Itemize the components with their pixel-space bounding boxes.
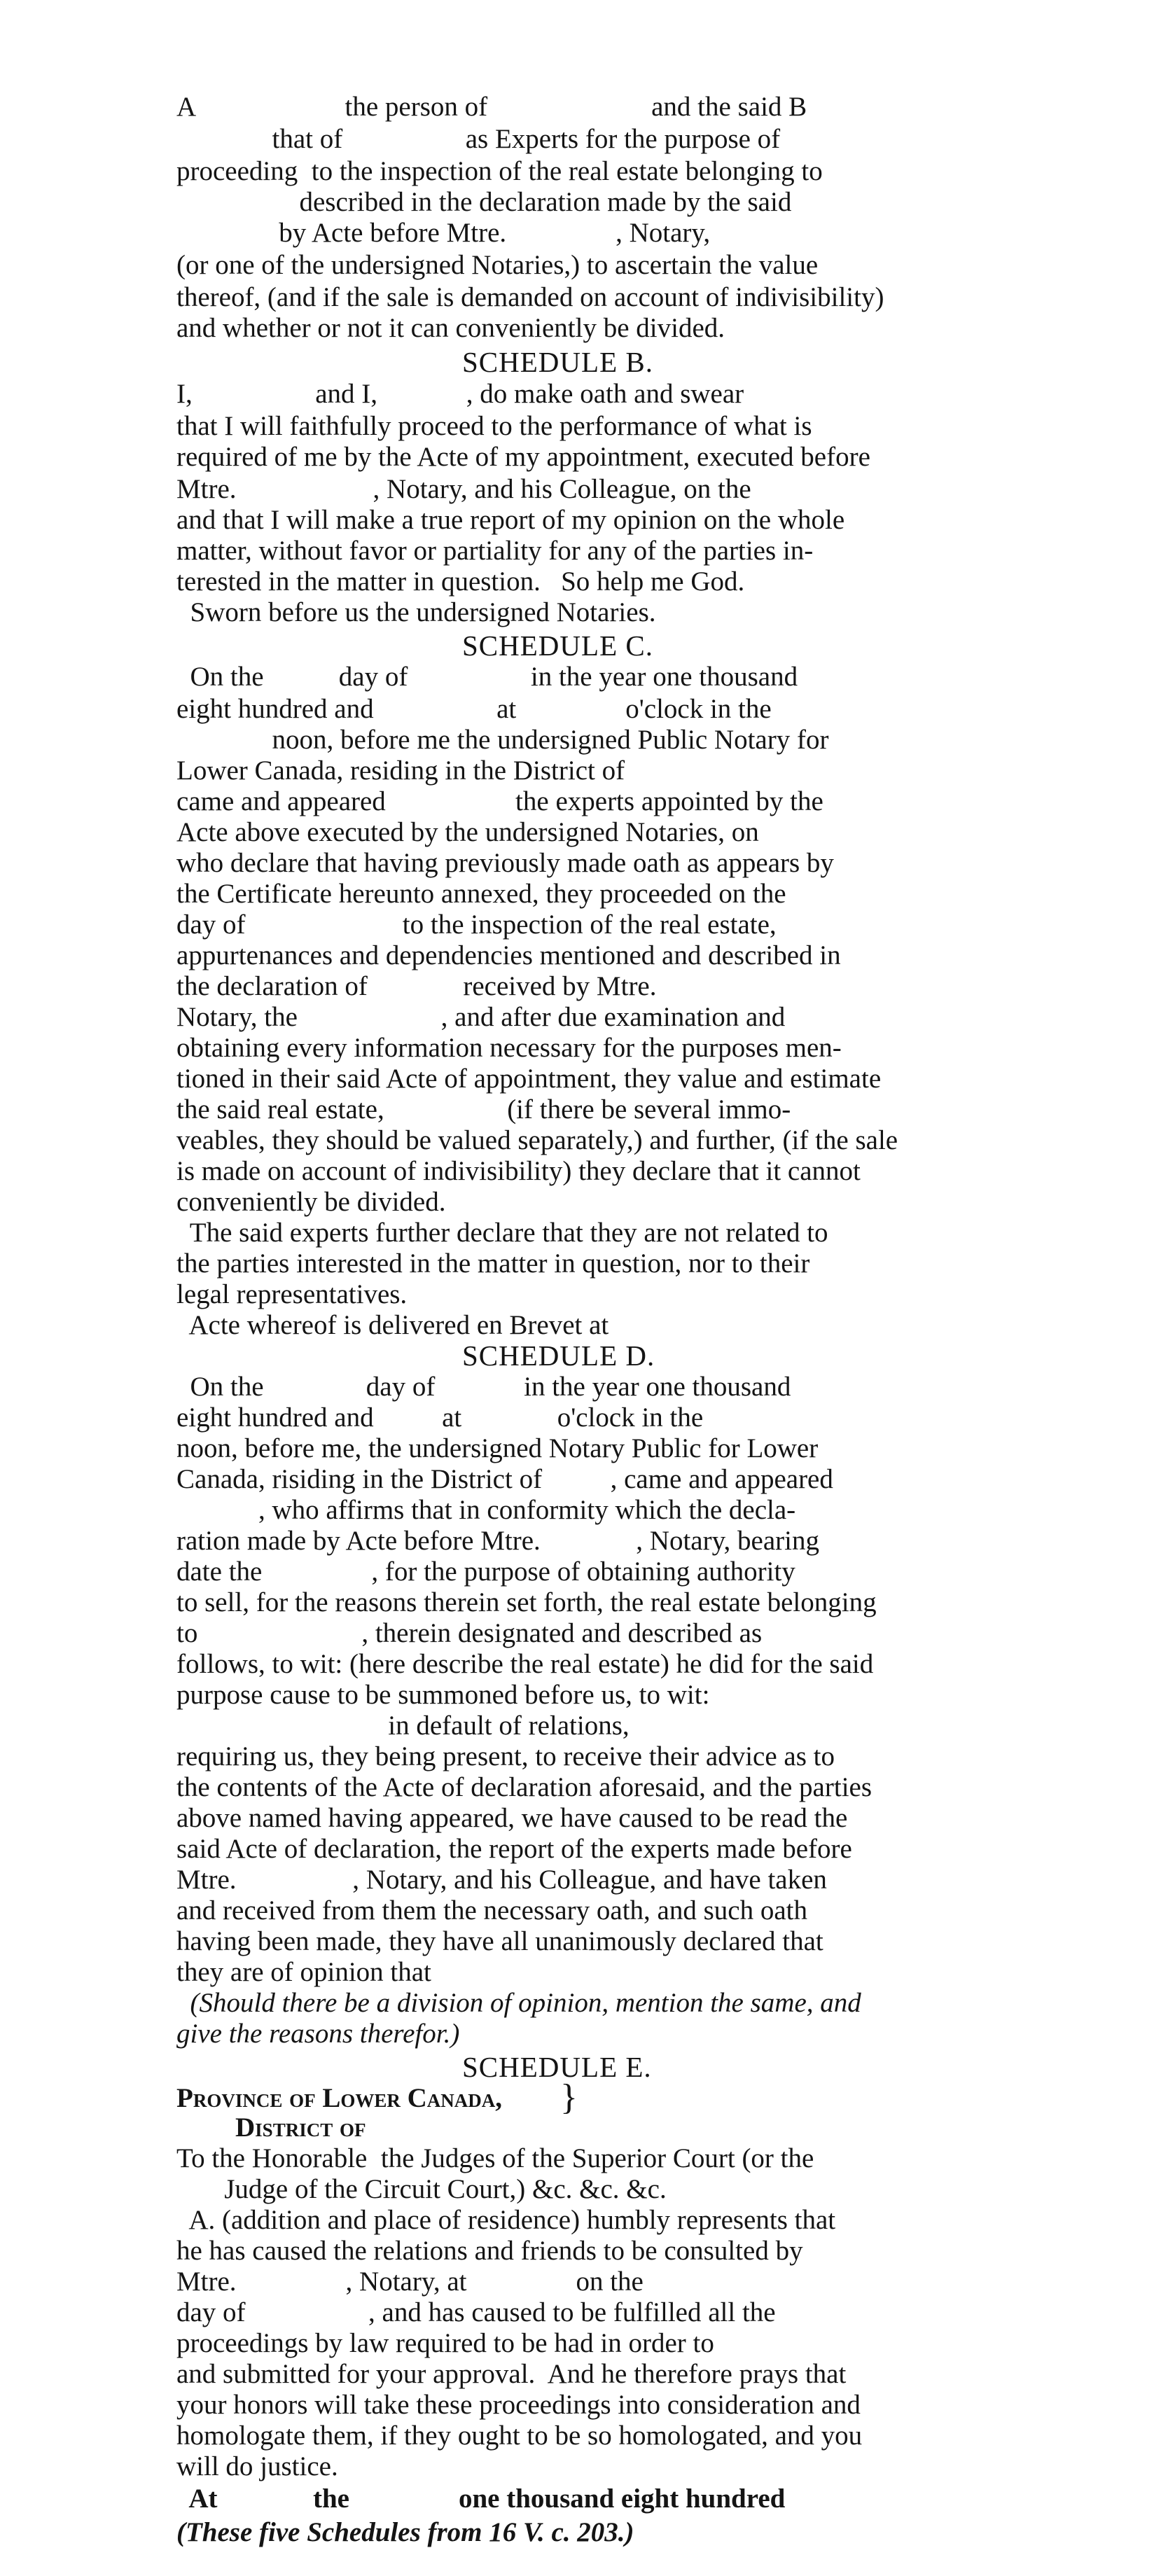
text-line: noon, before me the undersigned Public Notary for [176, 725, 829, 755]
text-line: day of to the inspection of the real estate, [176, 910, 777, 940]
citation-line: (These five Schedules from 16 V. c. 203.) [176, 2517, 634, 2547]
text-line: (or one of the undersigned Notaries,) to ascertain the value [176, 250, 819, 280]
text-line: Notary, the , and after due examination and [176, 1002, 786, 1032]
text-line: requiring us, they being present, to receive their advice as to [176, 1741, 835, 1771]
text-line: Canada, risiding in the District of , came and appeared [176, 1464, 833, 1494]
text-line: homologate them, if they ought to be so homologated, and you [176, 2421, 863, 2451]
text-line: tioned in their said Acte of appointment, they value and estimate [176, 1064, 882, 1094]
text-line: To the Honorable the Judges of the Superior Court (or the [176, 2143, 814, 2173]
text-line: the said real estate, (if there be several immo- [176, 1094, 791, 1125]
text-line: is made on account of indivisibility) they declare that it cannot [176, 1156, 861, 1186]
text-line: The said experts further declare that they are not related to [176, 1218, 828, 1248]
text-line: At the one thousand eight hundred [176, 2484, 786, 2514]
text-line: terested in the matter in question. So help me God. [176, 566, 745, 597]
text-line: appurtenances and dependencies mentioned and described in [176, 940, 841, 970]
text-line: eight hundred and at o'clock in the [176, 694, 772, 724]
text-line: the parties interested in the matter in question, nor to their [176, 1248, 810, 1279]
text-line: he has caused the relations and friends to be consulted by [176, 2236, 803, 2266]
text-line: proceedings by law required to be had in order to [176, 2328, 714, 2358]
text-line: and submitted for your approval. And he therefore prays that [176, 2359, 847, 2389]
text-line: follows, to wit: (here describe the real estate) he did for the said [176, 1649, 874, 1679]
text-line: the Certificate hereunto annexed, they proceeded on the [176, 879, 786, 909]
text-line: On the day of in the year one thousand [176, 1372, 791, 1402]
text-line: described in the declaration made by the said [176, 187, 792, 217]
text-line: will do justice. [176, 2451, 338, 2481]
text-line: who declare that having previously made oath as appears by [176, 848, 834, 878]
text-line: your honors will take these proceedings into consideration and [176, 2390, 861, 2420]
text-line: (Should there be a division of opinion, mention the same, and [176, 1988, 861, 2018]
text-line: legal representatives. [176, 1279, 408, 1309]
text-line: above named having appeared, we have caused to be read the [176, 1803, 848, 1833]
text-line: eight hundred and at o'clock in the [176, 1402, 704, 1433]
text-line: to , therein designated and described as [176, 1618, 763, 1648]
text-line: and received from them the necessary oath, and such oath [176, 1895, 807, 1926]
text-line: date the , for the purpose of obtaining authority [176, 1557, 795, 1587]
district-caption: District of [235, 2112, 366, 2143]
text-line: by Acte before Mtre. , Notary, [176, 218, 711, 248]
text-line: that of as Experts for the purpose of [176, 124, 781, 154]
text-line: day of , and has caused to be fulfilled all the [176, 2297, 776, 2327]
text-line: obtaining every information necessary for the purposes men- [176, 1033, 842, 1063]
text-line: that I will faithfully proceed to the performance of what is [176, 411, 812, 441]
text-line: and whether or not it can conveniently be divided. [176, 313, 725, 343]
text-line: Mtre. , Notary, and his Colleague, and have taken [176, 1865, 827, 1895]
schedule-b-heading: SCHEDULE B. [462, 346, 653, 378]
text-line: thereof, (and if the sale is demanded on account of indivisibility) [176, 282, 884, 312]
schedule-e-heading: SCHEDULE E. [462, 2051, 652, 2083]
text-line: matter, without favor or partiality for any of the parties in- [176, 536, 814, 566]
text-line: give the reasons therefor.) [176, 2019, 460, 2049]
text-line: to sell, for the reasons therein set forth, the real estate belonging [176, 1587, 877, 1617]
text-line: came and appeared the experts appointed by the [176, 786, 823, 816]
text-line: Judge of the Circuit Court,) &c. &c. &c. [176, 2174, 667, 2204]
text-line: Lower Canada, residing in the District of [176, 756, 625, 786]
text-line: proceeding to the inspection of the real estate belonging to [176, 156, 823, 186]
text-line: and that I will make a true report of my opinion on the whole [176, 505, 845, 535]
text-line: Mtre. , Notary, and his Colleague, on the [176, 474, 751, 504]
text-line: A the person of and the said B [176, 92, 807, 122]
text-line: noon, before me, the undersigned Notary Public for Lower [176, 1433, 819, 1463]
text-line: ration made by Acte before Mtre. , Notary, bearing [176, 1526, 820, 1556]
text-line: required of me by the Acte of my appointment, executed before [176, 442, 870, 472]
text-line: having been made, they have all unanimously declared that [176, 1926, 823, 1956]
text-line: Acte whereof is delivered en Brevet at [176, 1310, 609, 1340]
text-line: Mtre. , Notary, at on the [176, 2267, 644, 2297]
text-line: A. (addition and place of residence) humbly represents that [176, 2205, 836, 2235]
province-caption: Province of Lower Canada, [176, 2083, 503, 2113]
text-line: in default of relations, [176, 1711, 630, 1741]
schedule-c-heading: SCHEDULE C. [462, 629, 653, 662]
text-line: they are of opinion that [176, 1957, 431, 1987]
text-line: veables, they should be valued separately,) and further, (if the sale [176, 1125, 898, 1155]
text-line: the contents of the Acte of declaration aforesaid, and the parties [176, 1772, 873, 1802]
schedule-d-heading: SCHEDULE D. [462, 1339, 655, 1372]
text-line: On the day of in the year one thousand [176, 662, 798, 692]
text-line: purpose cause to be summoned before us, to wit: [176, 1680, 710, 1710]
text-line: Acte above executed by the undersigned Notaries, on [176, 817, 759, 847]
text-line: the declaration of received by Mtre. [176, 971, 657, 1001]
brace-glyph: } [560, 2077, 578, 2117]
text-line: said Acte of declaration, the report of the experts made before [176, 1834, 852, 1864]
text-line: conveniently be divided. [176, 1187, 446, 1217]
text-line: Sworn before us the undersigned Notaries. [176, 597, 656, 627]
text-line: I, and I, , do make oath and swear [176, 379, 744, 409]
text-line: , who affirms that in conformity which the decla- [176, 1495, 796, 1525]
